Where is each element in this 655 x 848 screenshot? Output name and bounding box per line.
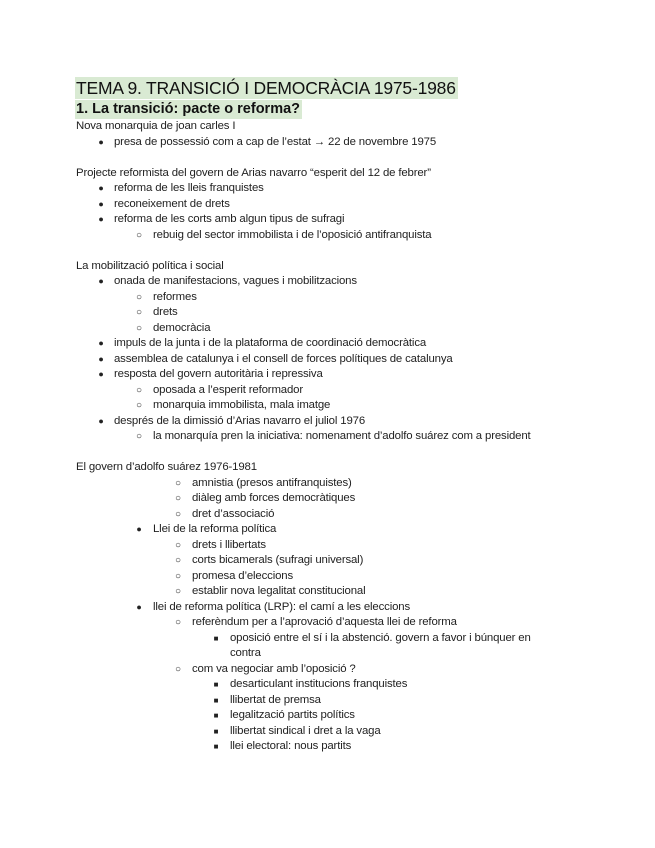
list-item: ■ llei electoral: nous partits — [76, 739, 576, 755]
bullet-disc-icon: ● — [136, 524, 142, 534]
bullet-disc-icon: ● — [98, 415, 104, 426]
list-item: ● llei de reforma política (LRP): el camí a les eleccions — [76, 600, 576, 616]
bullet-disc-icon: ● — [98, 369, 104, 379]
list-item: ● presa de possessió com a cap de l’estat → 22 de novembre 1975 — [76, 135, 576, 151]
bullet-square-icon: ■ — [213, 711, 219, 720]
section-heading: 1. La transició: pacte o reforma? — [76, 101, 301, 117]
list-item: ● Llei de la reforma política — [76, 522, 576, 538]
list-item: ○ referèndum per a l’aprovació d’aquesta llei de reforma — [76, 615, 576, 631]
bullet-disc-icon: ● — [98, 353, 104, 364]
bullet-square-icon: ■ — [213, 742, 219, 751]
list-item: ○ drets — [76, 305, 576, 321]
bullet-circle-icon: ○ — [136, 431, 142, 442]
bullet-circle-icon: ○ — [175, 617, 181, 628]
list-item: ○ com va negociar amb l’oposició ? — [76, 662, 576, 678]
list-item: ○ establir nova legalitat constitucional — [76, 584, 576, 600]
bullet-disc-icon: ● — [98, 136, 104, 147]
bullet-disc-icon: ● — [98, 198, 104, 209]
bullet-square-icon: ■ — [213, 695, 219, 705]
list-item: ■ llibertat sindical i dret a la vaga — [76, 724, 576, 740]
bullet-circle-icon: ○ — [175, 493, 181, 504]
list-item: ■ oposició entre el sí i la abstenció. govern a favor i búnquer en contra — [76, 631, 576, 662]
paragraph-heading: Projecte reformista del govern de Arias navarro “esperit del 12 de febrer” — [76, 166, 431, 179]
list-item: ○ democràcia — [76, 321, 576, 337]
bullet-square-icon: ■ — [213, 680, 219, 689]
list-item: ● assemblea de catalunya i el consell de forces polítiques de catalunya — [76, 352, 576, 368]
list-item: ● impuls de la junta i de la plataforma de coordinació democràtica — [76, 336, 576, 352]
bullet-circle-icon: ○ — [136, 291, 142, 303]
list-item: ■ llibertat de premsa — [76, 693, 576, 709]
list-item: ○ rebuig del sector immobilista i de l’oposició antifranquista — [76, 228, 576, 244]
list-item: ○ dret d’associació — [76, 507, 576, 523]
bullet-circle-icon: ○ — [175, 508, 181, 520]
bullet-circle-icon: ○ — [175, 586, 181, 597]
bullet-disc-icon: ● — [98, 276, 104, 286]
list-item: ○ reformes — [76, 290, 576, 306]
list-item: ○ oposada a l’esperit reformador — [76, 383, 576, 399]
list-item: ○ diàleg amb forces democràtiques — [76, 491, 576, 507]
list-item: ○ corts bicamerals (sufragi universal) — [76, 553, 576, 569]
list-item: ● després de la dimissió d’Arias navarro el juliol 1976 — [76, 414, 576, 430]
bullet-disc-icon: ● — [136, 601, 142, 612]
list-item: ● reconeixement de drets — [76, 197, 576, 213]
bullet-disc-icon: ● — [98, 338, 104, 348]
bullet-square-icon: ■ — [213, 726, 219, 736]
document-page — [76, 77, 576, 755]
paragraph-heading: Nova monarquia de joan carles I — [76, 120, 236, 132]
bullet-circle-icon: ○ — [136, 229, 142, 241]
list-item: ● onada de manifestacions, vagues i mobilitzacions — [76, 274, 576, 290]
list-item: ■ legalització partits polítics — [76, 708, 576, 724]
list-item: ○ monarquia immobilista, mala imatge — [76, 398, 576, 414]
paragraph-heading: La mobilització política i social — [76, 259, 224, 272]
bullet-circle-icon: ○ — [175, 539, 181, 551]
page-title: TEMA 9. TRANSICIÓ I DEMOCRÀCIA 1975-1986 — [76, 78, 456, 98]
list-item: ● resposta del govern autoritària i repressiva — [76, 367, 576, 383]
bullet-circle-icon: ○ — [136, 400, 142, 411]
list-item: ○ promesa d’eleccions — [76, 569, 576, 585]
paragraph-heading: El govern d’adolfo suárez 1976-1981 — [76, 461, 257, 473]
list-item: ● reforma de les lleis franquistes — [76, 181, 576, 197]
list-item: ○ amnistia (presos antifranquistes) — [76, 476, 576, 492]
bullet-circle-icon: ○ — [175, 555, 181, 566]
bullet-disc-icon: ● — [98, 214, 104, 224]
bullet-circle-icon: ○ — [175, 663, 181, 675]
bullet-circle-icon: ○ — [136, 307, 142, 318]
list-item: ○ la monarquía pren la iniciativa: nomenament d’adolfo suárez com a president — [76, 429, 576, 445]
bullet-circle-icon: ○ — [136, 384, 142, 396]
bullet-circle-icon: ○ — [175, 570, 181, 582]
bullet-circle-icon: ○ — [136, 322, 142, 334]
list-item: ■ desarticulant institucions franquistes — [76, 677, 576, 693]
list-item: ○ drets i llibertats — [76, 538, 576, 554]
list-item: ● reforma de les corts amb algun tipus de sufragi — [76, 212, 576, 228]
bullet-circle-icon: ○ — [175, 477, 181, 489]
bullet-disc-icon: ● — [98, 183, 104, 193]
bullet-square-icon: ■ — [213, 633, 219, 643]
